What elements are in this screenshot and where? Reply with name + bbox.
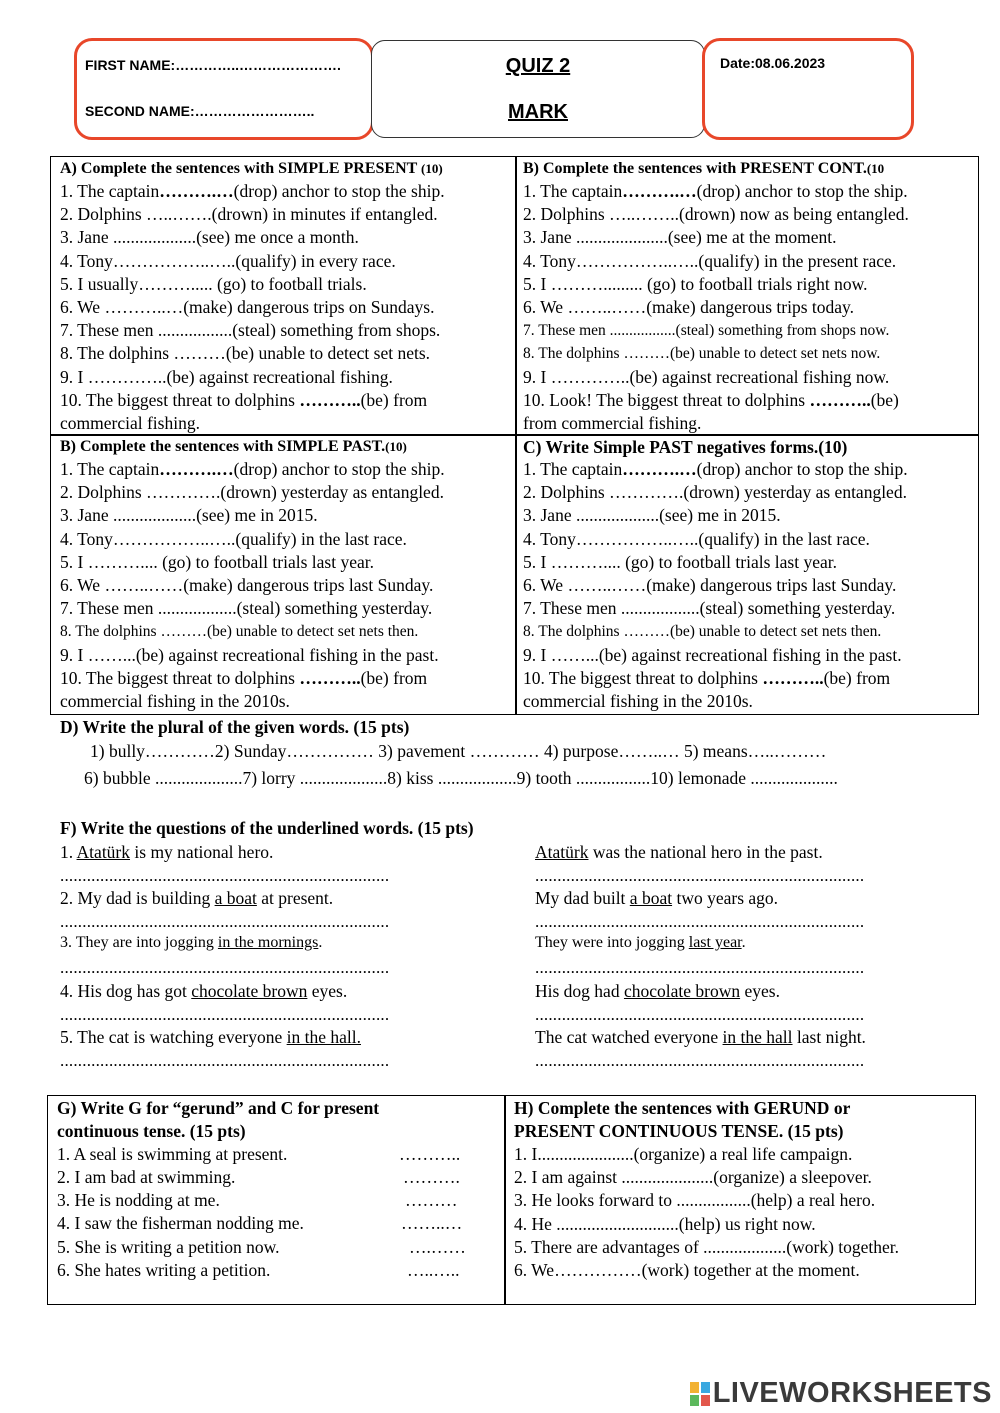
list-item: 2. Dolphins ………….(drown) yesterday as entangled.: [60, 482, 444, 503]
list-item: 9. I ……...(be) against recreational fishing in the past.: [60, 644, 439, 665]
list-item: 6. She hates writing a petition.: [57, 1260, 271, 1280]
section-c: [523, 436, 975, 713]
mark-label: MARK: [508, 101, 568, 123]
table-divider: [504, 1095, 506, 1305]
list-item: commercial fishing in the 2010s.: [523, 691, 753, 712]
answer-line[interactable]: ..........................................................................: [60, 958, 390, 977]
answer-line[interactable]: ..........................................................................: [535, 1005, 865, 1024]
list-item: 10. The biggest threat to dolphins ………..(be) from: [60, 389, 428, 410]
list-item: 3. Jane ...................(see) me once a month.: [60, 227, 359, 248]
list-item: 1. The captain……….…(drop) anchor to stop the ship.: [60, 459, 445, 479]
list-item: 8. The dolphins ………(be) unable to detect set nets.: [60, 343, 431, 364]
question-4-right: His dog had chocolate brown eyes.: [535, 981, 780, 1001]
list-item: 5. I ……….... (go) to football trials last year.: [60, 551, 374, 572]
section-b-simple-past: [60, 436, 512, 713]
list-item: 9. I …………..(be) against recreational fishing.: [60, 366, 393, 387]
answer-blank[interactable]: ……..…: [401, 1213, 463, 1233]
list-item: 6. We……………(work) together at the moment.: [514, 1260, 860, 1281]
section-a: [60, 158, 512, 435]
question-3-left: 3. They are into jogging in the mornings.: [60, 934, 323, 951]
question-1-right: Atatürk was the national hero in the past.: [535, 842, 823, 862]
question-1-left: 1. Atatürk is my national hero.: [60, 842, 274, 862]
liveworksheets-logo[interactable]: [690, 1377, 992, 1410]
brand-text: LIVEWORKSHEETS: [712, 1377, 992, 1409]
quiz-title: QUIZ 2: [505, 55, 571, 77]
section-h: [514, 1097, 972, 1282]
list-item: 7. These men ..................(steal) something yesterday.: [523, 598, 896, 619]
list-item: 6. We ………..…(make) dangerous trips on Sundays.: [60, 297, 435, 318]
answer-line[interactable]: ..........................................................................: [535, 958, 865, 977]
section-b1-title: B) Complete the sentences with PRESENT CONT.(10: [523, 160, 885, 177]
question-5-right: The cat watched everyone in the hall last night.: [535, 1027, 866, 1047]
answer-blank[interactable]: …..…..: [407, 1260, 460, 1280]
list-item: 6. We ……..……(make) dangerous trips last Sunday.: [523, 575, 897, 596]
first-name-field[interactable]: FIRST NAME:…………..………………….: [85, 57, 341, 73]
answer-blank[interactable]: ………..: [399, 1144, 461, 1164]
list-item: 5. I ………......... (go) to football trials right now.: [523, 273, 868, 294]
answer-line[interactable]: ..........................................................................: [60, 912, 390, 931]
list-item: 2. Dolphins …..…….(drown) in minutes if entangled.: [60, 204, 438, 225]
list-item: 5. I usually………..... (go) to football trials.: [60, 273, 367, 294]
list-item: 5. I ……….... (go) to football trials last year.: [523, 551, 837, 572]
section-h-title: H) Complete the sentences with GERUND or: [514, 1098, 851, 1118]
list-item: 6. We ……..……(make) dangerous trips today.: [523, 297, 855, 318]
list-item: 7. These men .................(steal) something from shops now.: [523, 322, 890, 340]
question-4-left: 4. His dog has got chocolate brown eyes.: [60, 981, 348, 1001]
answer-blank[interactable]: ………: [405, 1190, 458, 1210]
list-item: from commercial fishing.: [523, 413, 702, 434]
list-item: 1. The captain……….…(drop) anchor to stop the ship.: [523, 181, 908, 201]
list-item: commercial fishing in the 2010s.: [60, 691, 290, 712]
list-item: 4. He ............................(help) us right now.: [514, 1213, 816, 1234]
list-item: 3. Jane ...................(see) me in 2015.: [60, 505, 318, 526]
list-item: commercial fishing.: [60, 413, 200, 434]
list-item: 3. Jane .....................(see) me at the moment.: [523, 227, 837, 248]
answer-line[interactable]: ..........................................................................: [60, 1005, 390, 1024]
list-item: 1. The captain……….…(drop) anchor to stop the ship.: [523, 459, 908, 479]
question-2-right: My dad built a boat two years ago.: [535, 888, 779, 908]
list-item: 2. I am bad at swimming.: [57, 1167, 236, 1187]
section-c-title: C) Write Simple PAST negatives forms.(10): [523, 437, 848, 457]
list-item: 4. Tony……………..…..(qualify) in every race.: [60, 250, 396, 271]
list-item: 7. These men ..................(steal) something yesterday.: [60, 598, 433, 619]
list-item: 3. Jane ...................(see) me in 2015.: [523, 505, 781, 526]
answer-line[interactable]: ..........................................................................: [60, 866, 390, 885]
list-item: 10. The biggest threat to dolphins ………..(be) from: [60, 667, 428, 688]
list-item: 1. A seal is swimming at present.: [57, 1144, 288, 1164]
list-item: 5. There are advantages of ...................(work) together.: [514, 1236, 900, 1257]
section-h-title: PRESENT CONTINUOUS TENSE. (15 pts): [514, 1121, 844, 1141]
list-item: 2. Dolphins …..……..(drown) now as being entangled.: [523, 204, 909, 225]
question-3-right: They were into jogging last year.: [535, 934, 746, 951]
section-g-title: G) Write G for “gerund” and C for present: [57, 1098, 380, 1118]
list-item: 3. He looks forward to .................(help) a real hero.: [514, 1190, 876, 1211]
list-item: 5. She is writing a petition now.: [57, 1237, 280, 1257]
list-item: 10. The biggest threat to dolphins ………..(be) from: [523, 667, 891, 688]
list-item: 10. Look! The biggest threat to dolphins ………..(be): [523, 389, 899, 410]
answer-blank[interactable]: ….……: [409, 1237, 466, 1257]
section-b-present-cont: [523, 158, 975, 435]
list-item: 4. I saw the fisherman nodding me.: [57, 1213, 304, 1233]
date-box: [702, 38, 914, 140]
list-item: 2. I am against .....................(organize) a sleepover.: [514, 1167, 872, 1188]
list-item: 4. Tony……………..…..(qualify) in the last race.: [523, 528, 870, 549]
section-g: [57, 1097, 501, 1143]
list-item: 2. Dolphins ………….(drown) yesterday as entangled.: [523, 482, 907, 503]
list-item: 7. These men .................(steal) something from shops.: [60, 320, 441, 341]
section-d-title: D) Write the plural of the given words. (15 pts): [60, 717, 410, 737]
answer-line[interactable]: ..........................................................................: [535, 1051, 865, 1070]
section-b2-title: B) Complete the sentences with SIMPLE PAST.(10): [60, 438, 407, 455]
list-item: 9. I ……...(be) against recreational fishing in the past.: [523, 644, 902, 665]
section-f-title: F) Write the questions of the underlined words. (15 pts): [60, 818, 474, 838]
second-name-field[interactable]: SECOND NAME:……………………..: [85, 103, 315, 119]
section-d-row1: 1) bully…………2) Sunday…………… 3) pavement ………… 4) purpose……..… 5) means…..………: [90, 741, 827, 761]
list-item: 9. I …………..(be) against recreational fishing now.: [523, 366, 890, 387]
list-item: 1. The captain……….…(drop) anchor to stop the ship.: [60, 181, 445, 201]
section-d-row2: 6) bubble ....................7) lorry ....................8) kiss ..................9) tooth .................10) lemonade ....................: [84, 768, 838, 788]
quiz-title-box: [371, 40, 705, 138]
section-g-title: continuous tense. (15 pts): [57, 1121, 246, 1141]
table-divider: [515, 156, 517, 715]
answer-line[interactable]: ..........................................................................: [535, 912, 865, 931]
answer-line[interactable]: ..........................................................................: [535, 866, 865, 885]
list-item: 8. The dolphins ………(be) unable to detect set nets now.: [523, 345, 881, 363]
date-label: Date:08.06.2023: [720, 55, 826, 71]
list-item: 6. We ……..……(make) dangerous trips last Sunday.: [60, 575, 434, 596]
list-item: 3. He is nodding at me.: [57, 1190, 220, 1210]
answer-blank[interactable]: ……….: [403, 1167, 460, 1187]
list-item: 4. Tony……………..…..(qualify) in the present race.: [523, 250, 897, 271]
question-2-left: 2. My dad is building a boat at present.: [60, 888, 334, 908]
liveworksheets-icon: [690, 1382, 710, 1406]
list-item: 1. I......................(organize) a real life campaign.: [514, 1144, 853, 1164]
name-box: [74, 38, 374, 140]
question-5-left: 5. The cat is watching everyone in the hall.: [60, 1027, 361, 1047]
section-a-title: A) Complete the sentences with SIMPLE PRESENT (10): [60, 160, 443, 177]
list-item: 8. The dolphins ………(be) unable to detect set nets then.: [60, 623, 419, 641]
list-item: 8. The dolphins ………(be) unable to detect set nets then.: [523, 623, 882, 641]
list-item: 4. Tony……………..…..(qualify) in the last race.: [60, 528, 407, 549]
answer-line[interactable]: ..........................................................................: [60, 1051, 390, 1070]
